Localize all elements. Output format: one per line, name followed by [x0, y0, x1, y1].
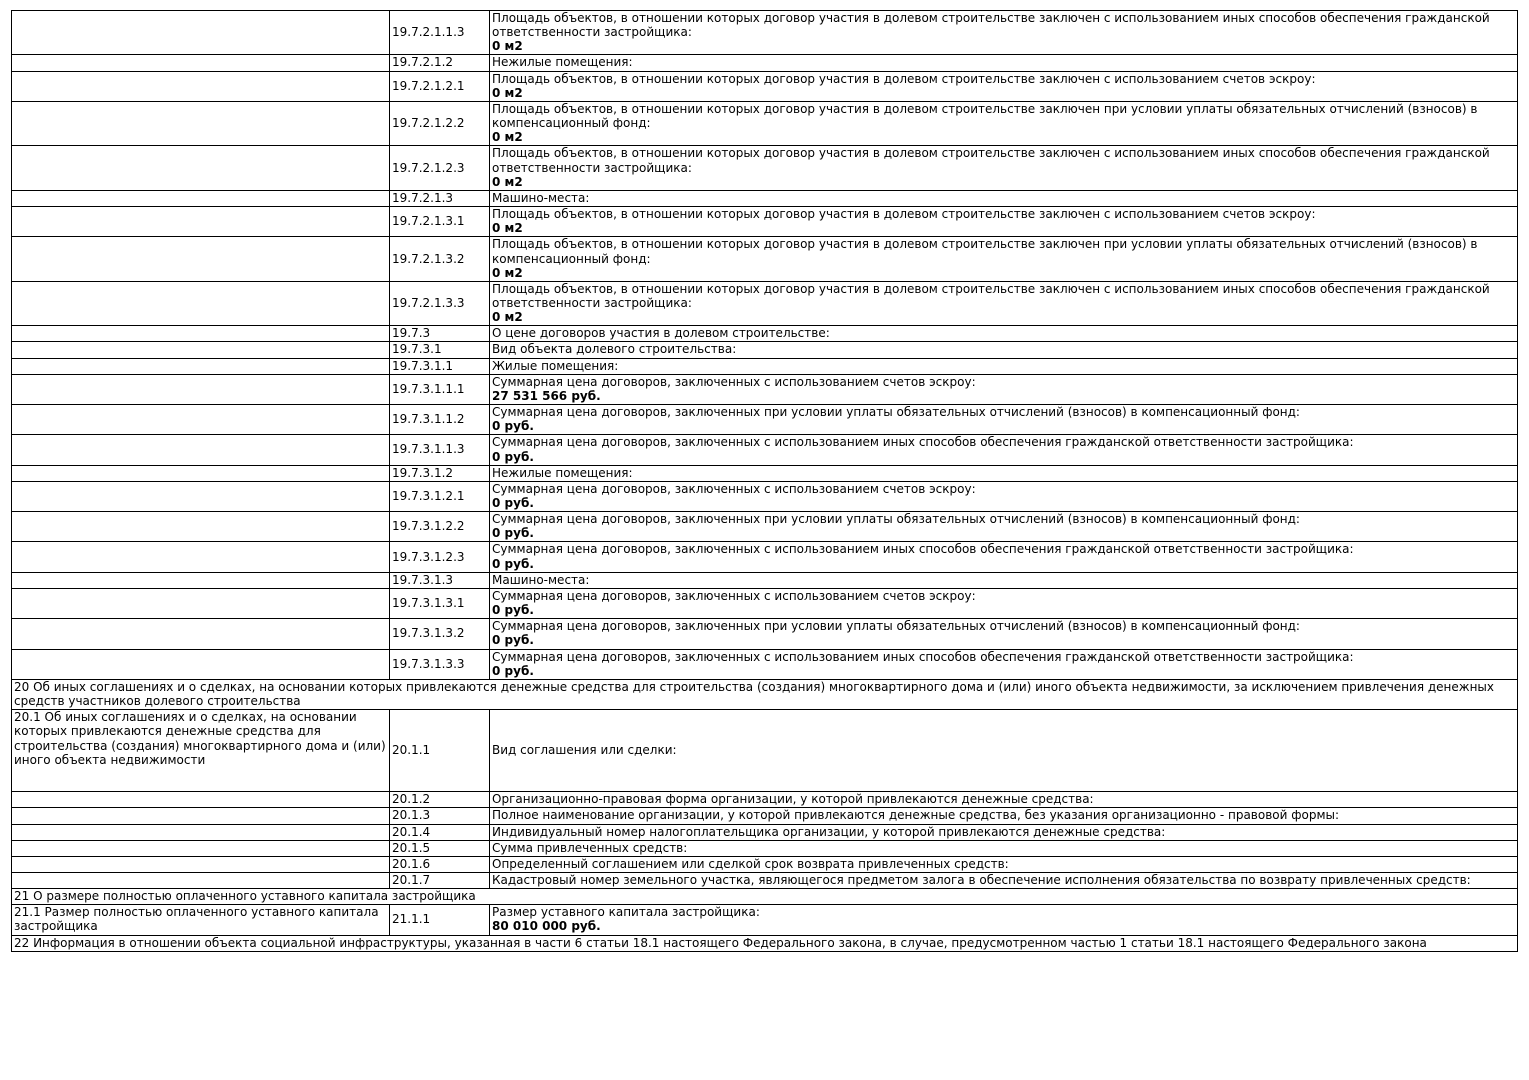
item-description-cell: [490, 710, 1518, 792]
table-row: [12, 872, 1518, 888]
item-code: 19.7.2.1.2.3: [390, 146, 490, 190]
group-label-cell: 20.1 Об иных соглашениях и о сделках, на основании которых привлекаются денежные средства для строительства (создания) многоквартирного дома и (или) иного объекта недвижимости: [12, 710, 390, 792]
item-label: Суммарная цена договоров, заключенных при условии уплаты обязательных отчислений (взносов) в компенсационный фонд:: [492, 512, 1300, 527]
item-label: О цене договоров участия в долевом строительстве:: [492, 326, 830, 341]
table-row: [12, 55, 1518, 71]
section-title: 22 Информация в отношении объекта социальной инфраструктуры, указанная в части 6 статьи 18.1 настоящего Федерального закона, в случае, предусмотренном частью 1 статьи 18.1 настоящего Федерального закона: [12, 935, 1518, 951]
group-label-cell: [12, 207, 390, 237]
item-code: 19.7.3.1.1.2: [390, 405, 490, 435]
item-code: 19.7.2.1.2.2: [390, 101, 490, 145]
table-row: [12, 281, 1518, 325]
group-label-cell: [12, 856, 390, 872]
table-row: [12, 435, 1518, 465]
item-label: Площадь объектов, в отношении которых договор участия в долевом строительстве заключен с использованием счетов эскроу:: [492, 207, 1316, 222]
item-label: Вид объекта долевого строительства:: [492, 342, 737, 357]
item-label: Площадь объектов, в отношении которых договор участия в долевом строительстве заключен при условии уплаты обязательных отчислений (взносов) в компенсационный фонд:: [492, 101, 1478, 131]
item-code: 19.7.3.1.3: [390, 572, 490, 588]
group-label-cell: [12, 101, 390, 145]
item-code: 20.1.3: [390, 808, 490, 824]
item-label: Машино-места:: [492, 572, 590, 587]
table-row: [12, 808, 1518, 824]
item-description-cell: [490, 872, 1518, 888]
table-row: [12, 619, 1518, 649]
item-code: 19.7.3.1.1: [390, 358, 490, 374]
group-label-cell: [12, 649, 390, 679]
table-row: [12, 465, 1518, 481]
table-row: [12, 481, 1518, 511]
group-label-cell: [12, 146, 390, 190]
group-label-cell: [12, 358, 390, 374]
item-code: 19.7.3.1.2.2: [390, 512, 490, 542]
table-row: [12, 207, 1518, 237]
group-label-cell: [12, 71, 390, 101]
item-value: 0 руб.: [492, 633, 534, 648]
item-code: 20.1.4: [390, 824, 490, 840]
section-title: 21 О размере полностью оплаченного уставного капитала застройщика: [12, 889, 1518, 905]
item-value: 0 м2: [492, 85, 523, 100]
item-value: 80 010 000 руб.: [492, 919, 601, 934]
item-description-cell: [490, 512, 1518, 542]
group-label-cell: [12, 55, 390, 71]
item-code: 19.7.3.1.2.1: [390, 481, 490, 511]
item-code: 19.7.3.1.3.1: [390, 588, 490, 618]
item-value: 0 руб.: [492, 526, 534, 541]
group-label-cell: [12, 840, 390, 856]
item-code: 19.7.2.1.2.1: [390, 71, 490, 101]
item-code: 19.7.2.1.3.1: [390, 207, 490, 237]
item-description-cell: [490, 905, 1518, 935]
item-description-cell: [490, 649, 1518, 679]
item-description-cell: [490, 281, 1518, 325]
item-description-cell: [490, 840, 1518, 856]
group-label-cell: [12, 512, 390, 542]
group-label-cell: [12, 872, 390, 888]
group-label-cell: [12, 542, 390, 572]
item-label: Организационно-правовая форма организации, у которой привлекаются денежные средства:: [492, 792, 1094, 807]
section-row: [12, 679, 1518, 709]
group-label-cell: [12, 281, 390, 325]
table-row: [12, 856, 1518, 872]
item-code: 20.1.1: [390, 710, 490, 792]
item-code: 21.1.1: [390, 905, 490, 935]
table-row: [12, 649, 1518, 679]
item-code: 19.7.3.1.2: [390, 465, 490, 481]
item-code: 20.1.5: [390, 840, 490, 856]
group-label-cell: [12, 588, 390, 618]
item-value: 27 531 566 руб.: [492, 388, 601, 403]
group-label-cell: [12, 11, 390, 55]
item-label: Площадь объектов, в отношении которых договор участия в долевом строительстве заключен с использованием иных способов обеспечения гражданской ответственности застройщика:: [492, 146, 1490, 175]
item-code: 19.7.3.1.1.3: [390, 435, 490, 465]
table-row: [12, 11, 1518, 55]
group-label-cell: [12, 435, 390, 465]
item-label: Суммарная цена договоров, заключенных с использованием счетов эскроу:: [492, 481, 976, 496]
item-description-cell: [490, 190, 1518, 206]
item-description-cell: [490, 71, 1518, 101]
section-title: 20 Об иных соглашениях и о сделках, на основании которых привлекаются денежные средства для строительства (создания) многоквартирного дома и (или) иного объекта недвижимости, за исключением привлечения денежных средств участников долевого строительства: [12, 679, 1518, 709]
item-label: Нежилые помещения:: [492, 465, 633, 480]
table-row: [12, 905, 1518, 935]
item-value: 0 м2: [492, 130, 523, 145]
item-value: 0 м2: [492, 221, 523, 236]
group-label-cell: [12, 342, 390, 358]
item-description-cell: [490, 237, 1518, 281]
item-code: 19.7.3: [390, 326, 490, 342]
group-label-cell: [12, 619, 390, 649]
item-description-cell: [490, 619, 1518, 649]
item-description-cell: [490, 55, 1518, 71]
item-description-cell: [490, 342, 1518, 358]
group-label-cell: [12, 572, 390, 588]
table-row: [12, 512, 1518, 542]
item-code: 19.7.2.1.2: [390, 55, 490, 71]
item-description-cell: [490, 542, 1518, 572]
item-label: Жилые помещения:: [492, 358, 619, 373]
item-code: 20.1.2: [390, 792, 490, 808]
item-code: 19.7.2.1.3.3: [390, 281, 490, 325]
group-label-cell: [12, 792, 390, 808]
item-description-cell: [490, 435, 1518, 465]
disclosure-table: [11, 10, 1518, 952]
table-row: [12, 572, 1518, 588]
item-label: Нежилые помещения:: [492, 55, 633, 70]
item-code: 19.7.3.1.3.2: [390, 619, 490, 649]
item-label: Полное наименование организации, у которой привлекаются денежные средства, без указания организационно - правовой формы:: [492, 808, 1340, 823]
item-description-cell: [490, 207, 1518, 237]
item-code: 19.7.3.1.3.3: [390, 649, 490, 679]
item-code: 19.7.3.1: [390, 342, 490, 358]
disclosure-table-body: [12, 11, 1518, 952]
item-label: Суммарная цена договоров, заключенных с использованием счетов эскроу:: [492, 374, 976, 389]
table-row: [12, 342, 1518, 358]
item-label: Площадь объектов, в отношении которых договор участия в долевом строительстве заключен при условии уплаты обязательных отчислений (взносов) в компенсационный фонд:: [492, 237, 1478, 266]
item-value: 0 м2: [492, 174, 523, 189]
item-description-cell: [490, 358, 1518, 374]
table-row: [12, 710, 1518, 792]
item-label: Площадь объектов, в отношении которых договор участия в долевом строительстве заключен с использованием счетов эскроу:: [492, 71, 1316, 86]
item-description-cell: [490, 808, 1518, 824]
item-value: 0 руб.: [492, 419, 534, 434]
table-row: [12, 792, 1518, 808]
table-row: [12, 588, 1518, 618]
group-label-cell: [12, 465, 390, 481]
table-row: [12, 405, 1518, 435]
item-label: Суммарная цена договоров, заключенных с использованием иных способов обеспечения гражданской ответственности застройщика:: [492, 435, 1354, 450]
section-row: [12, 889, 1518, 905]
item-label: Определенный соглашением или сделкой срок возврата привлеченных средств:: [492, 856, 1009, 871]
table-row: [12, 71, 1518, 101]
table-row: [12, 237, 1518, 281]
table-row: [12, 374, 1518, 404]
item-value: 0 м2: [492, 39, 523, 54]
item-label: Суммарная цена договоров, заключенных с использованием иных способов обеспечения гражданской ответственности застройщика:: [492, 542, 1354, 557]
item-code: 19.7.2.1.3.2: [390, 237, 490, 281]
table-row: [12, 101, 1518, 145]
table-row: [12, 326, 1518, 342]
item-value: 0 м2: [492, 265, 523, 280]
item-code: 20.1.6: [390, 856, 490, 872]
item-value: 0 руб.: [492, 496, 534, 510]
item-code: 19.7.2.1.3: [390, 190, 490, 206]
item-description-cell: [490, 824, 1518, 840]
item-description-cell: [490, 146, 1518, 190]
item-description-cell: [490, 481, 1518, 511]
item-description-cell: [490, 326, 1518, 342]
item-code: 19.7.2.1.1.3: [390, 11, 490, 55]
item-description-cell: [490, 856, 1518, 872]
table-row: [12, 840, 1518, 856]
item-code: 19.7.3.1.1.1: [390, 374, 490, 404]
table-row: [12, 190, 1518, 206]
item-value: 0 руб.: [492, 663, 534, 678]
group-label-cell: [12, 190, 390, 206]
item-description-cell: [490, 101, 1518, 145]
item-label: Суммарная цена договоров, заключенных с использованием иных способов обеспечения гражданской ответственности застройщика:: [492, 649, 1354, 664]
item-description-cell: [490, 465, 1518, 481]
item-label: Суммарная цена договоров, заключенных при условии уплаты обязательных отчислений (взносов) в компенсационный фонд:: [492, 619, 1300, 634]
group-label-cell: [12, 405, 390, 435]
item-description-cell: [490, 572, 1518, 588]
item-label: Индивидуальный номер налогоплательщика организации, у которой привлекаются денежные средства:: [492, 824, 1166, 839]
group-label-cell: [12, 237, 390, 281]
item-label: Вид соглашения или сделки:: [492, 743, 677, 758]
table-row: [12, 542, 1518, 572]
item-description-cell: [490, 405, 1518, 435]
table-row: [12, 358, 1518, 374]
item-code: 20.1.7: [390, 872, 490, 888]
item-label: Площадь объектов, в отношении которых договор участия в долевом строительстве заключен с использованием иных способов обеспечения гражданской ответственности застройщика:: [492, 281, 1490, 310]
item-label: Машино-места:: [492, 190, 590, 205]
item-code: 19.7.3.1.2.3: [390, 542, 490, 572]
item-value: 0 м2: [492, 310, 523, 325]
item-value: 0 руб.: [492, 556, 534, 571]
group-label-cell: [12, 808, 390, 824]
item-label: Сумма привлеченных средств:: [492, 840, 688, 855]
item-label: Размер уставного капитала застройщика:: [492, 905, 760, 920]
section-row: [12, 935, 1518, 951]
item-value: 0 руб.: [492, 603, 534, 618]
item-label: Кадастровый номер земельного участка, являющегося предметом залога в обеспечение исполнения обязательства по возврату привлеченных средств:: [492, 872, 1471, 887]
table-row: [12, 146, 1518, 190]
group-label-cell: [12, 374, 390, 404]
group-label-cell: [12, 824, 390, 840]
item-value: 0 руб.: [492, 449, 534, 464]
item-label: Суммарная цена договоров, заключенных с использованием счетов эскроу:: [492, 588, 976, 603]
item-label: Площадь объектов, в отношении которых договор участия в долевом строительстве заключен с использованием иных способов обеспечения гражданской ответственности застройщика:: [492, 11, 1490, 40]
table-row: [12, 824, 1518, 840]
item-description-cell: [490, 374, 1518, 404]
item-description-cell: [490, 792, 1518, 808]
group-label-cell: 21.1 Размер полностью оплаченного уставного капитала застройщика: [12, 905, 390, 935]
group-label-cell: [12, 481, 390, 511]
item-label: Суммарная цена договоров, заключенных при условии уплаты обязательных отчислений (взносов) в компенсационный фонд:: [492, 405, 1300, 420]
item-description-cell: [490, 11, 1518, 55]
item-description-cell: [490, 588, 1518, 618]
group-label-cell: [12, 326, 390, 342]
